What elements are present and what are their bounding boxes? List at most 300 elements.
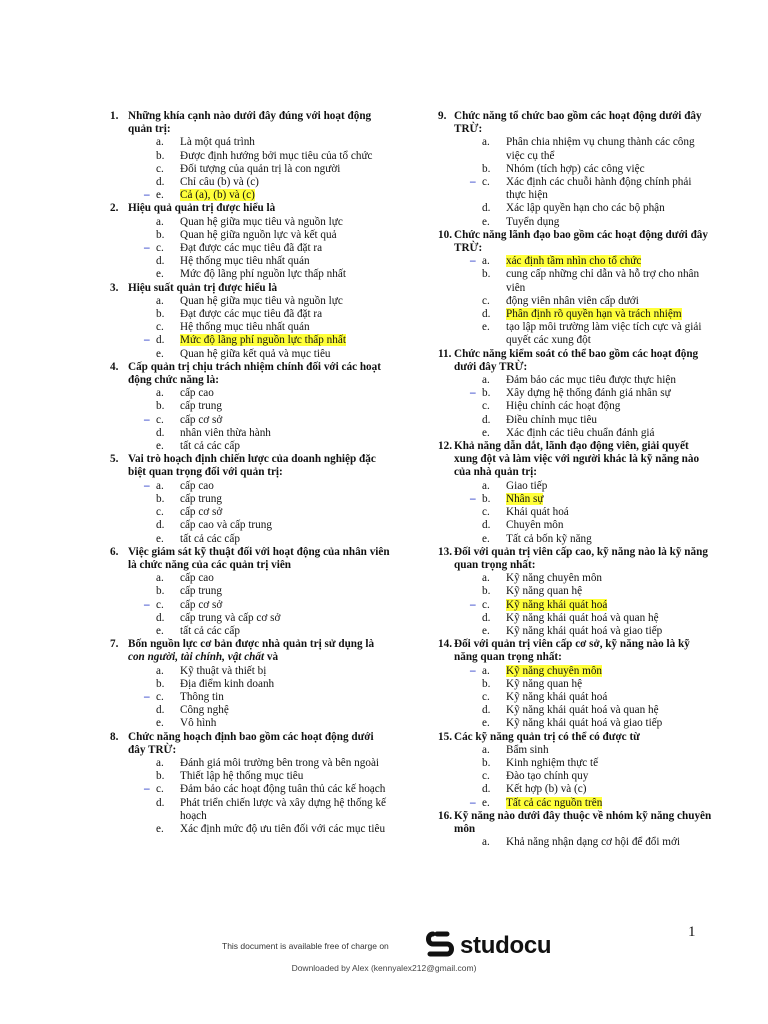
option-text [180, 150, 390, 163]
option-text [180, 229, 390, 242]
option-text [506, 533, 713, 546]
option-label: d. [156, 334, 165, 347]
option-text [180, 783, 390, 796]
option-text-content: cấp trung [180, 400, 222, 413]
option-label: a. [482, 664, 490, 677]
answer-mark: – [470, 664, 476, 677]
option-text-highlighted [180, 189, 390, 202]
option-text [180, 216, 390, 229]
option-label: e. [156, 189, 164, 202]
option-label: c. [482, 294, 490, 307]
question-6 [110, 546, 390, 638]
answer-option [438, 704, 713, 717]
option-label: c. [482, 690, 490, 703]
answer-option [110, 348, 390, 361]
option-label: c. [156, 783, 164, 796]
question-stem [110, 110, 390, 136]
answer-option [110, 823, 390, 836]
question-number: 4. [110, 360, 119, 373]
option-text-content: động viên nhân viên cấp dưới [506, 294, 639, 307]
answer-option [110, 599, 390, 612]
option-text-content: Xác định các tiêu chuẩn đánh giá [506, 426, 655, 439]
option-label: d. [482, 611, 491, 624]
option-label: b. [156, 228, 165, 241]
option-text [180, 770, 390, 783]
option-text-content: xác định tầm nhìn cho tổ chức [506, 255, 642, 268]
answer-mark: – [144, 189, 150, 202]
option-text [180, 480, 390, 493]
option-text [506, 519, 713, 532]
left-column [110, 110, 390, 836]
option-text-content: Kỹ năng khái quát hoá [506, 690, 608, 703]
option-text-content: Mức độ lãng phí nguồn lực thấp nhất [180, 334, 346, 347]
answer-option [438, 691, 713, 704]
option-label: c. [156, 162, 164, 175]
option-text-content: Mức độ lãng phí nguồn lực thấp nhất [180, 268, 346, 281]
option-text [180, 823, 390, 836]
option-label: e. [156, 717, 164, 730]
option-text-content: Quan hệ giữa kết quả và mục tiêu [180, 347, 331, 360]
option-label: a. [156, 215, 164, 228]
question-4 [110, 361, 390, 453]
option-text [180, 295, 390, 308]
question-stem [438, 440, 713, 480]
answer-option [110, 150, 390, 163]
question-text: Chức năng kiểm soát có thể bao gồm các hoạt động dưới đây TRỪ: [454, 347, 699, 373]
option-text-content: Kỹ năng quan hệ [506, 585, 583, 598]
question-number: 7. [110, 638, 119, 651]
option-text-content: cấp cao và cấp trung [180, 519, 272, 532]
answer-option [110, 519, 390, 532]
option-text-content: Đào tạo chính quy [506, 770, 589, 783]
option-label: e. [482, 426, 490, 439]
question-text: Việc giám sát kỹ thuật đối với hoạt động của nhân viên là chức năng của các quản trị viên [128, 545, 390, 571]
option-label: d. [482, 704, 491, 717]
question-stem [110, 282, 390, 295]
answer-option [438, 414, 713, 427]
question-number: 9. [438, 110, 447, 122]
option-text [506, 585, 713, 598]
question-number: 15. [438, 730, 452, 743]
question-10 [438, 229, 713, 348]
option-text [506, 387, 713, 400]
option-text-content: cấp trung [180, 492, 222, 505]
option-label: e. [156, 440, 164, 453]
option-label: b. [482, 492, 491, 505]
question-stem [438, 638, 713, 664]
answer-option [110, 387, 390, 400]
answer-option [110, 480, 390, 493]
answer-option [438, 625, 713, 638]
option-text [506, 295, 713, 308]
option-text-content: Kết hợp (b) và (c) [506, 783, 587, 796]
option-text-content: Hệ thống mục tiêu nhất quán [180, 321, 310, 334]
option-text [506, 163, 713, 176]
option-text-content: Điều chỉnh mục tiêu [506, 413, 598, 426]
option-text [506, 625, 713, 638]
option-label: d. [156, 796, 165, 809]
answer-option [110, 572, 390, 585]
answer-option [438, 519, 713, 532]
option-label: a. [482, 479, 490, 492]
question-text: Hiệu quả quản trị được hiểu là [128, 202, 276, 215]
answer-option [110, 506, 390, 519]
answer-option [438, 308, 713, 321]
question-3 [110, 282, 390, 361]
answer-option [110, 612, 390, 625]
option-text-content: cấp cao [180, 387, 214, 400]
option-text-content: Kinh nghiệm thực tế [506, 756, 599, 769]
option-label: b. [482, 387, 491, 400]
option-text-content: nhân viên thừa hành [180, 426, 271, 439]
option-text [506, 506, 713, 519]
option-text-content: cấp trung và cấp cơ sở [180, 611, 281, 624]
question-text: Kỹ năng nào dưới đây thuộc về nhóm kỹ năng chuyên môn [454, 809, 712, 835]
option-text [180, 678, 390, 691]
answer-option [110, 321, 390, 334]
option-label: a. [156, 387, 164, 400]
option-label: b. [156, 149, 165, 162]
option-text [506, 414, 713, 427]
question-12 [438, 440, 713, 546]
right-column [438, 110, 713, 849]
answer-option [438, 374, 713, 387]
question-text: Vai trò hoạch định chiến lược của doanh nghiệp đặc biệt quan trọng đối với quản trị: [128, 453, 376, 479]
answer-option [438, 268, 713, 294]
option-text-content: Kỹ năng chuyên môn [506, 572, 603, 585]
answer-option [438, 493, 713, 506]
answer-option [438, 665, 713, 678]
option-label: d. [156, 611, 165, 624]
option-label: a. [482, 743, 490, 756]
option-label: a. [482, 374, 490, 387]
option-text-highlighted [506, 255, 713, 268]
answer-option [110, 334, 390, 347]
studocu-logo[interactable] [424, 930, 551, 962]
option-label: d. [156, 176, 165, 189]
option-text-content: cấp trung [180, 585, 222, 598]
option-label: c. [482, 506, 490, 519]
question-stem [110, 731, 390, 757]
answer-option [110, 176, 390, 189]
answer-option [110, 533, 390, 546]
option-label: a. [156, 572, 164, 585]
answer-option [110, 229, 390, 242]
question-number: 1. [110, 110, 119, 122]
answer-option [438, 599, 713, 612]
option-label: a. [156, 664, 164, 677]
option-text-content: Kỹ năng khái quát hoá và giao tiếp [506, 717, 663, 730]
option-label: d. [482, 413, 491, 426]
option-label: c. [156, 321, 164, 334]
answer-option [438, 202, 713, 215]
option-text [180, 665, 390, 678]
option-text [180, 387, 390, 400]
answer-mark: – [470, 176, 476, 189]
answer-option [110, 585, 390, 598]
option-text-content: Kỹ năng khái quát hoá và quan hệ [506, 611, 659, 624]
answer-option [438, 744, 713, 757]
option-text-content: cung cấp những chỉ dẫn và hỗ trợ cho nhân viên [506, 268, 700, 294]
question-14 [438, 638, 713, 730]
answer-option [110, 295, 390, 308]
option-text [180, 691, 390, 704]
option-text [180, 400, 390, 413]
option-label: c. [156, 506, 164, 519]
option-label: b. [482, 162, 491, 175]
question-text: Các kỹ năng quản trị có thể có được từ [454, 730, 640, 743]
option-label: e. [482, 624, 490, 637]
option-text [180, 599, 390, 612]
option-text-content: Phát triển chiến lược và xây dựng hệ thống kế hoạch [180, 796, 387, 822]
option-text [180, 308, 390, 321]
question-stem [438, 546, 713, 572]
option-text-content: cấp cơ sở [180, 598, 223, 611]
answer-option [110, 625, 390, 638]
option-text-content: Kỹ thuật và thiết bị [180, 664, 267, 677]
option-text-content: Khả năng nhận dạng cơ hội để đổi mới [506, 836, 681, 849]
answer-option [110, 717, 390, 730]
question-text: Những khía cạnh nào dưới đây đúng với hoạt động quản trị: [128, 110, 372, 136]
question-text: Cấp quản trị chịu trách nhiệm chính đối với các hoạt động chức năng là: [128, 360, 381, 387]
answer-option [110, 308, 390, 321]
option-text-highlighted [180, 334, 390, 347]
option-text-content: Thông tin [180, 690, 224, 703]
option-text [180, 506, 390, 519]
option-text-highlighted [506, 493, 713, 506]
option-text-content: Đạt được các mục tiêu đã đặt ra [180, 242, 323, 255]
question-number: 10. [438, 228, 452, 241]
option-text-content: Xác định các chuỗi hành động chính phải thực hiện [506, 176, 692, 202]
question-stem [438, 810, 713, 836]
option-text-content: Giao tiếp [506, 479, 548, 492]
option-text-content: Chuyên môn [506, 519, 564, 532]
option-label: d. [482, 783, 491, 796]
answer-option [110, 136, 390, 149]
option-label: b. [156, 492, 165, 505]
answer-mark: – [144, 242, 150, 255]
option-label: b. [482, 677, 491, 690]
option-text [180, 717, 390, 730]
option-text-content: Kỹ năng khái quát hoá và giao tiếp [506, 624, 663, 637]
option-label: e. [156, 624, 164, 637]
option-text [506, 202, 713, 215]
option-label: c. [482, 598, 490, 611]
option-label: b. [482, 585, 491, 598]
answer-option [110, 427, 390, 440]
answer-mark: – [144, 598, 150, 611]
answer-option [110, 770, 390, 783]
answer-option [438, 387, 713, 400]
option-label: d. [156, 704, 165, 717]
option-text-content: Tuyển dụng [506, 215, 560, 228]
answer-option [110, 163, 390, 176]
option-text-content: Phân định rõ quyền hạn và trách nhiệm [506, 308, 682, 321]
answer-option [438, 480, 713, 493]
option-label: b. [156, 400, 165, 413]
option-text-content: Đối tượng của quản trị là con người [180, 162, 341, 175]
option-label: a. [156, 294, 164, 307]
option-text [506, 770, 713, 783]
question-number: 13. [438, 545, 452, 558]
answer-option [438, 836, 713, 849]
question-9 [438, 110, 713, 229]
answer-option [438, 797, 713, 810]
option-label: b. [156, 308, 165, 321]
option-text [180, 414, 390, 427]
option-text-content: Kỹ năng quan hệ [506, 677, 583, 690]
answer-option [438, 136, 713, 162]
answer-option [438, 506, 713, 519]
option-text [180, 572, 390, 585]
option-text [506, 691, 713, 704]
option-text [506, 836, 713, 849]
question-text-part: và [264, 651, 279, 664]
question-text [128, 638, 390, 664]
option-text-content: Bẩm sinh [506, 743, 549, 756]
option-label: e. [482, 796, 490, 809]
option-label: c. [156, 690, 164, 703]
answer-option [110, 678, 390, 691]
question-11 [438, 348, 713, 440]
option-label: b. [156, 770, 165, 783]
answer-option [438, 783, 713, 796]
option-label: d. [156, 255, 165, 268]
option-text-content: Địa điểm kinh doanh [180, 677, 275, 690]
question-stem [438, 229, 713, 255]
option-text-content: Đảm bảo các mục tiêu được thực hiện [506, 374, 676, 387]
option-text [180, 519, 390, 532]
question-1 [110, 110, 390, 202]
answer-mark: – [470, 598, 476, 611]
answer-option [110, 783, 390, 796]
answer-option [110, 400, 390, 413]
answer-option [110, 704, 390, 717]
option-label: b. [156, 677, 165, 690]
question-number: 14. [438, 638, 452, 651]
answer-option [110, 414, 390, 427]
answer-option [438, 400, 713, 413]
answer-option [110, 493, 390, 506]
option-text [506, 427, 713, 440]
question-text: Khả năng dẫn dắt, lãnh đạo động viên, giải quyết xung đột và làm việc với người khác là kỹ năng nào của nhà quản trị: [454, 440, 700, 479]
question-stem [110, 453, 390, 479]
option-text [180, 163, 390, 176]
option-text-content: Nhóm (tích hợp) các công việc [506, 162, 645, 175]
question-text: Chức năng lãnh đạo bao gồm các hoạt động dưới đây TRỪ: [454, 228, 708, 255]
option-label: a. [482, 255, 490, 268]
option-text-content: cấp cao [180, 479, 214, 492]
question-text: Hiệu suất quản trị được hiểu là [128, 281, 278, 294]
option-text [506, 216, 713, 229]
question-16 [438, 810, 713, 850]
option-label: c. [156, 242, 164, 255]
option-label: a. [156, 756, 164, 769]
option-label: b. [156, 585, 165, 598]
option-text-content: tất cả các cấp [180, 624, 240, 637]
question-number: 3. [110, 281, 119, 294]
option-text-content: Công nghệ [180, 704, 229, 717]
question-5 [110, 453, 390, 545]
question-text: Đối với quản trị viên cấp cơ sở, kỹ năng nào là kỹ năng quan trọng nhất: [454, 638, 690, 664]
option-text-content: Thiết lập hệ thống mục tiêu [180, 770, 304, 783]
option-text [180, 136, 390, 149]
option-text [180, 321, 390, 334]
option-text [180, 797, 390, 823]
answer-option [438, 717, 713, 730]
answer-option [110, 757, 390, 770]
question-text: Đối với quản trị viên cấp cao, kỹ năng nào là kỹ năng quan trọng nhất: [454, 545, 708, 571]
answer-mark: – [144, 334, 150, 347]
question-2 [110, 202, 390, 281]
option-text-content: Quan hệ giữa mục tiêu và nguồn lực [180, 294, 343, 307]
option-text [180, 625, 390, 638]
option-label: e. [482, 321, 490, 334]
option-text-content: tạo lập môi trường làm việc tích cực và giải quyết các xung đột [506, 321, 702, 347]
option-text-content: Cả (a), (b) và (c) [180, 189, 255, 202]
option-label: a. [482, 572, 490, 585]
answer-option [110, 242, 390, 255]
question-15 [438, 731, 713, 810]
option-text [180, 176, 390, 189]
answer-option [110, 797, 390, 823]
option-text [506, 704, 713, 717]
question-text-part: Bốn nguồn lực cơ bản được nhà quản trị sử dụng là [128, 638, 375, 651]
option-text [506, 757, 713, 770]
option-label: d. [482, 519, 491, 532]
option-text [506, 268, 713, 294]
option-label: d. [156, 519, 165, 532]
option-text-content: Quan hệ giữa nguồn lực và kết quả [180, 228, 337, 241]
option-text-content: Vô hình [180, 717, 217, 730]
answer-mark: – [470, 492, 476, 505]
question-text: Chức năng tổ chức bao gồm các hoạt động dưới đây TRỪ: [454, 110, 702, 136]
option-text [506, 678, 713, 691]
option-text [180, 440, 390, 453]
option-label: e. [156, 822, 164, 835]
page-number: 1 [688, 924, 696, 940]
option-label: a. [156, 479, 164, 492]
option-text [180, 612, 390, 625]
option-text-content: cấp cơ sở [180, 413, 223, 426]
answer-option [110, 189, 390, 202]
answer-mark: – [144, 690, 150, 703]
answer-mark: – [470, 255, 476, 268]
option-label: a. [156, 136, 164, 149]
option-text [506, 321, 713, 347]
option-label: c. [482, 400, 490, 413]
answer-mark: – [470, 387, 476, 400]
option-text-content: Chỉ câu (b) và (c) [180, 176, 259, 189]
option-text-content: Đạt được các mục tiêu đã đặt ra [180, 308, 323, 321]
option-text [506, 136, 713, 162]
option-text-content: Kỹ năng khái quát hoá [506, 598, 608, 611]
option-text-content: Hệ thống mục tiêu nhất quán [180, 255, 310, 268]
answer-option [438, 612, 713, 625]
option-text [180, 268, 390, 281]
option-label: d. [482, 308, 491, 321]
answer-mark: – [144, 783, 150, 796]
answer-option [110, 665, 390, 678]
option-text [180, 585, 390, 598]
option-text-content: Quan hệ giữa mục tiêu và nguồn lực [180, 215, 343, 228]
question-number: 12. [438, 440, 452, 453]
option-text-highlighted [506, 599, 713, 612]
question-stem [110, 546, 390, 572]
question-stem [110, 638, 390, 664]
question-7 [110, 638, 390, 730]
question-13 [438, 546, 713, 638]
